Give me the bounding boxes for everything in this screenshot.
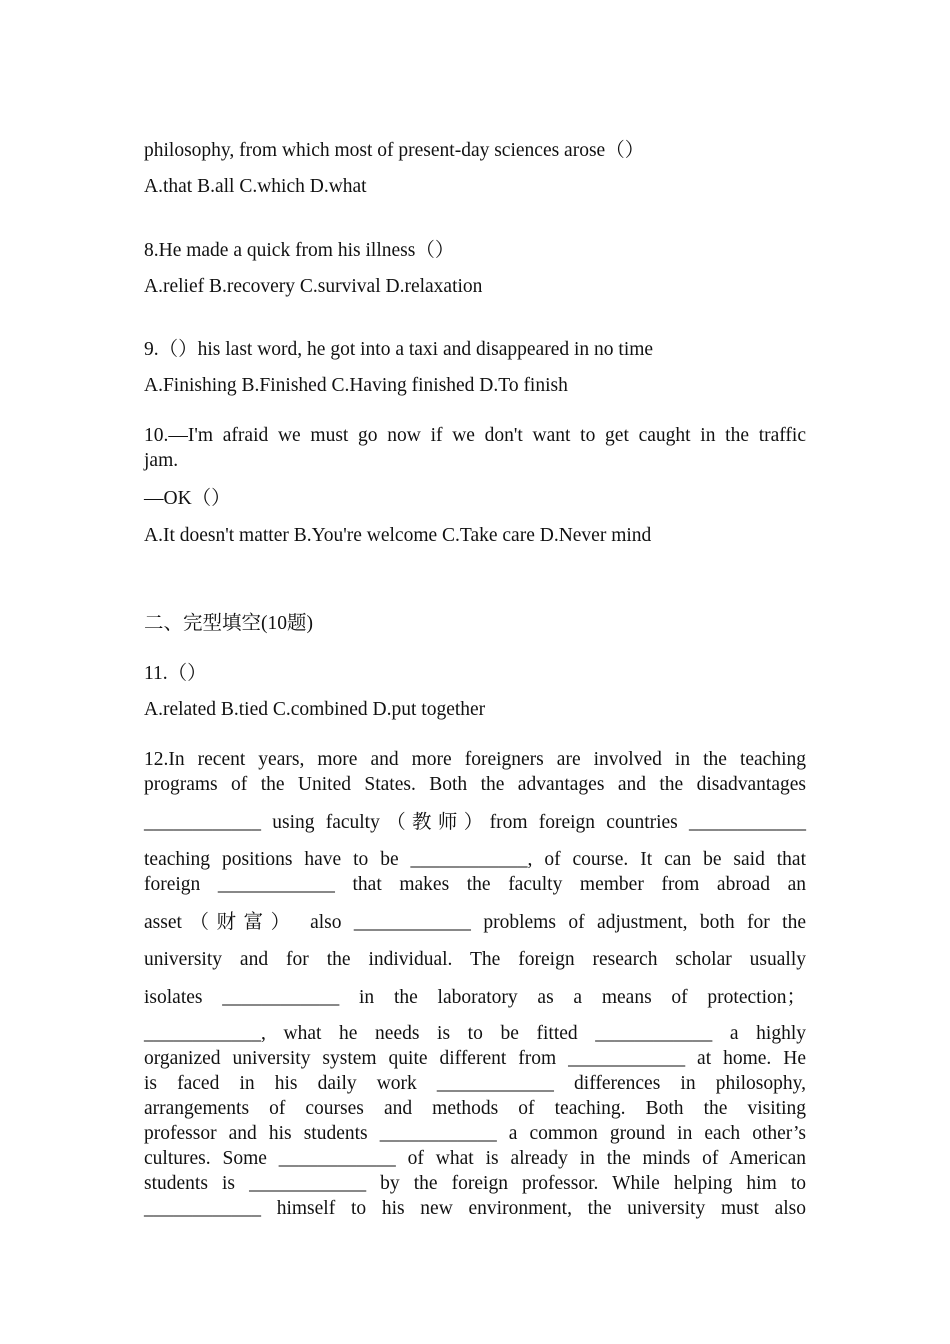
passage-line: students is ____________ by the foreign professor. While helping him to xyxy=(144,1173,806,1194)
question-9-stem: 9.（）his last word, he got into a taxi and disappeared in no time xyxy=(144,339,654,360)
question-10-options: A.It doesn't matter B.You're welcome C.Take care D.Never mind xyxy=(144,525,652,546)
question-8-stem: 8.He made a quick from his illness（） xyxy=(144,240,455,261)
passage-line: professor and his students ____________ a common ground in each other’s xyxy=(144,1123,806,1144)
passage-line: cultures. Some ____________ of what is already in the minds of American xyxy=(144,1148,806,1169)
passage-line: ____________ using faculty（教师）from foreign countries ____________ xyxy=(144,812,806,833)
passage-line: 12.In recent years, more and more foreigners are involved in the teaching xyxy=(144,749,806,770)
passage-line: is faced in his daily work ____________ differences in philosophy, xyxy=(144,1073,806,1094)
passage-line: programs of the United States. Both the advantages and the disadvantages xyxy=(144,774,806,795)
question-9-options: A.Finishing B.Finished C.Having finished D.To finish xyxy=(144,375,568,396)
section-2-heading: 二、完型填空(10题) xyxy=(144,613,313,634)
question-10-reply: —OK（） xyxy=(144,488,231,509)
question-8-options: A.relief B.recovery C.survival D.relaxation xyxy=(144,276,483,297)
question-11-stem: 11.（） xyxy=(144,663,207,684)
passage-line: arrangements of courses and methods of teaching. Both the visiting xyxy=(144,1098,806,1119)
passage-line: teaching positions have to be ____________, of course. It can be said that xyxy=(144,849,806,870)
passage-line: asset（财富） also ____________ problems of adjustment, both for the xyxy=(144,912,806,933)
question-11-options: A.related B.tied C.combined D.put together xyxy=(144,699,486,720)
passage-line: university and for the individual. The foreign research scholar usually xyxy=(144,949,806,970)
question-10-stem-line2: jam. xyxy=(144,450,179,471)
question-10-stem-line1: 10.—I'm afraid we must go now if we don't want to get caught in the traffic xyxy=(144,425,806,446)
passage-line: ____________ himself to his new environment, the university must also xyxy=(144,1198,806,1219)
question-7-stem: philosophy, from which most of present-day sciences arose（） xyxy=(144,140,645,161)
passage-line: ____________, what he needs is to be fitted ____________ a highly xyxy=(144,1023,806,1044)
question-7-options: A.that B.all C.which D.what xyxy=(144,176,367,197)
passage-line: isolates ____________ in the laboratory as a means of protection； xyxy=(144,987,806,1008)
passage-line: foreign ____________ that makes the faculty member from abroad an xyxy=(144,874,806,895)
passage-line: organized university system quite different from ____________ at home. He xyxy=(144,1048,806,1069)
